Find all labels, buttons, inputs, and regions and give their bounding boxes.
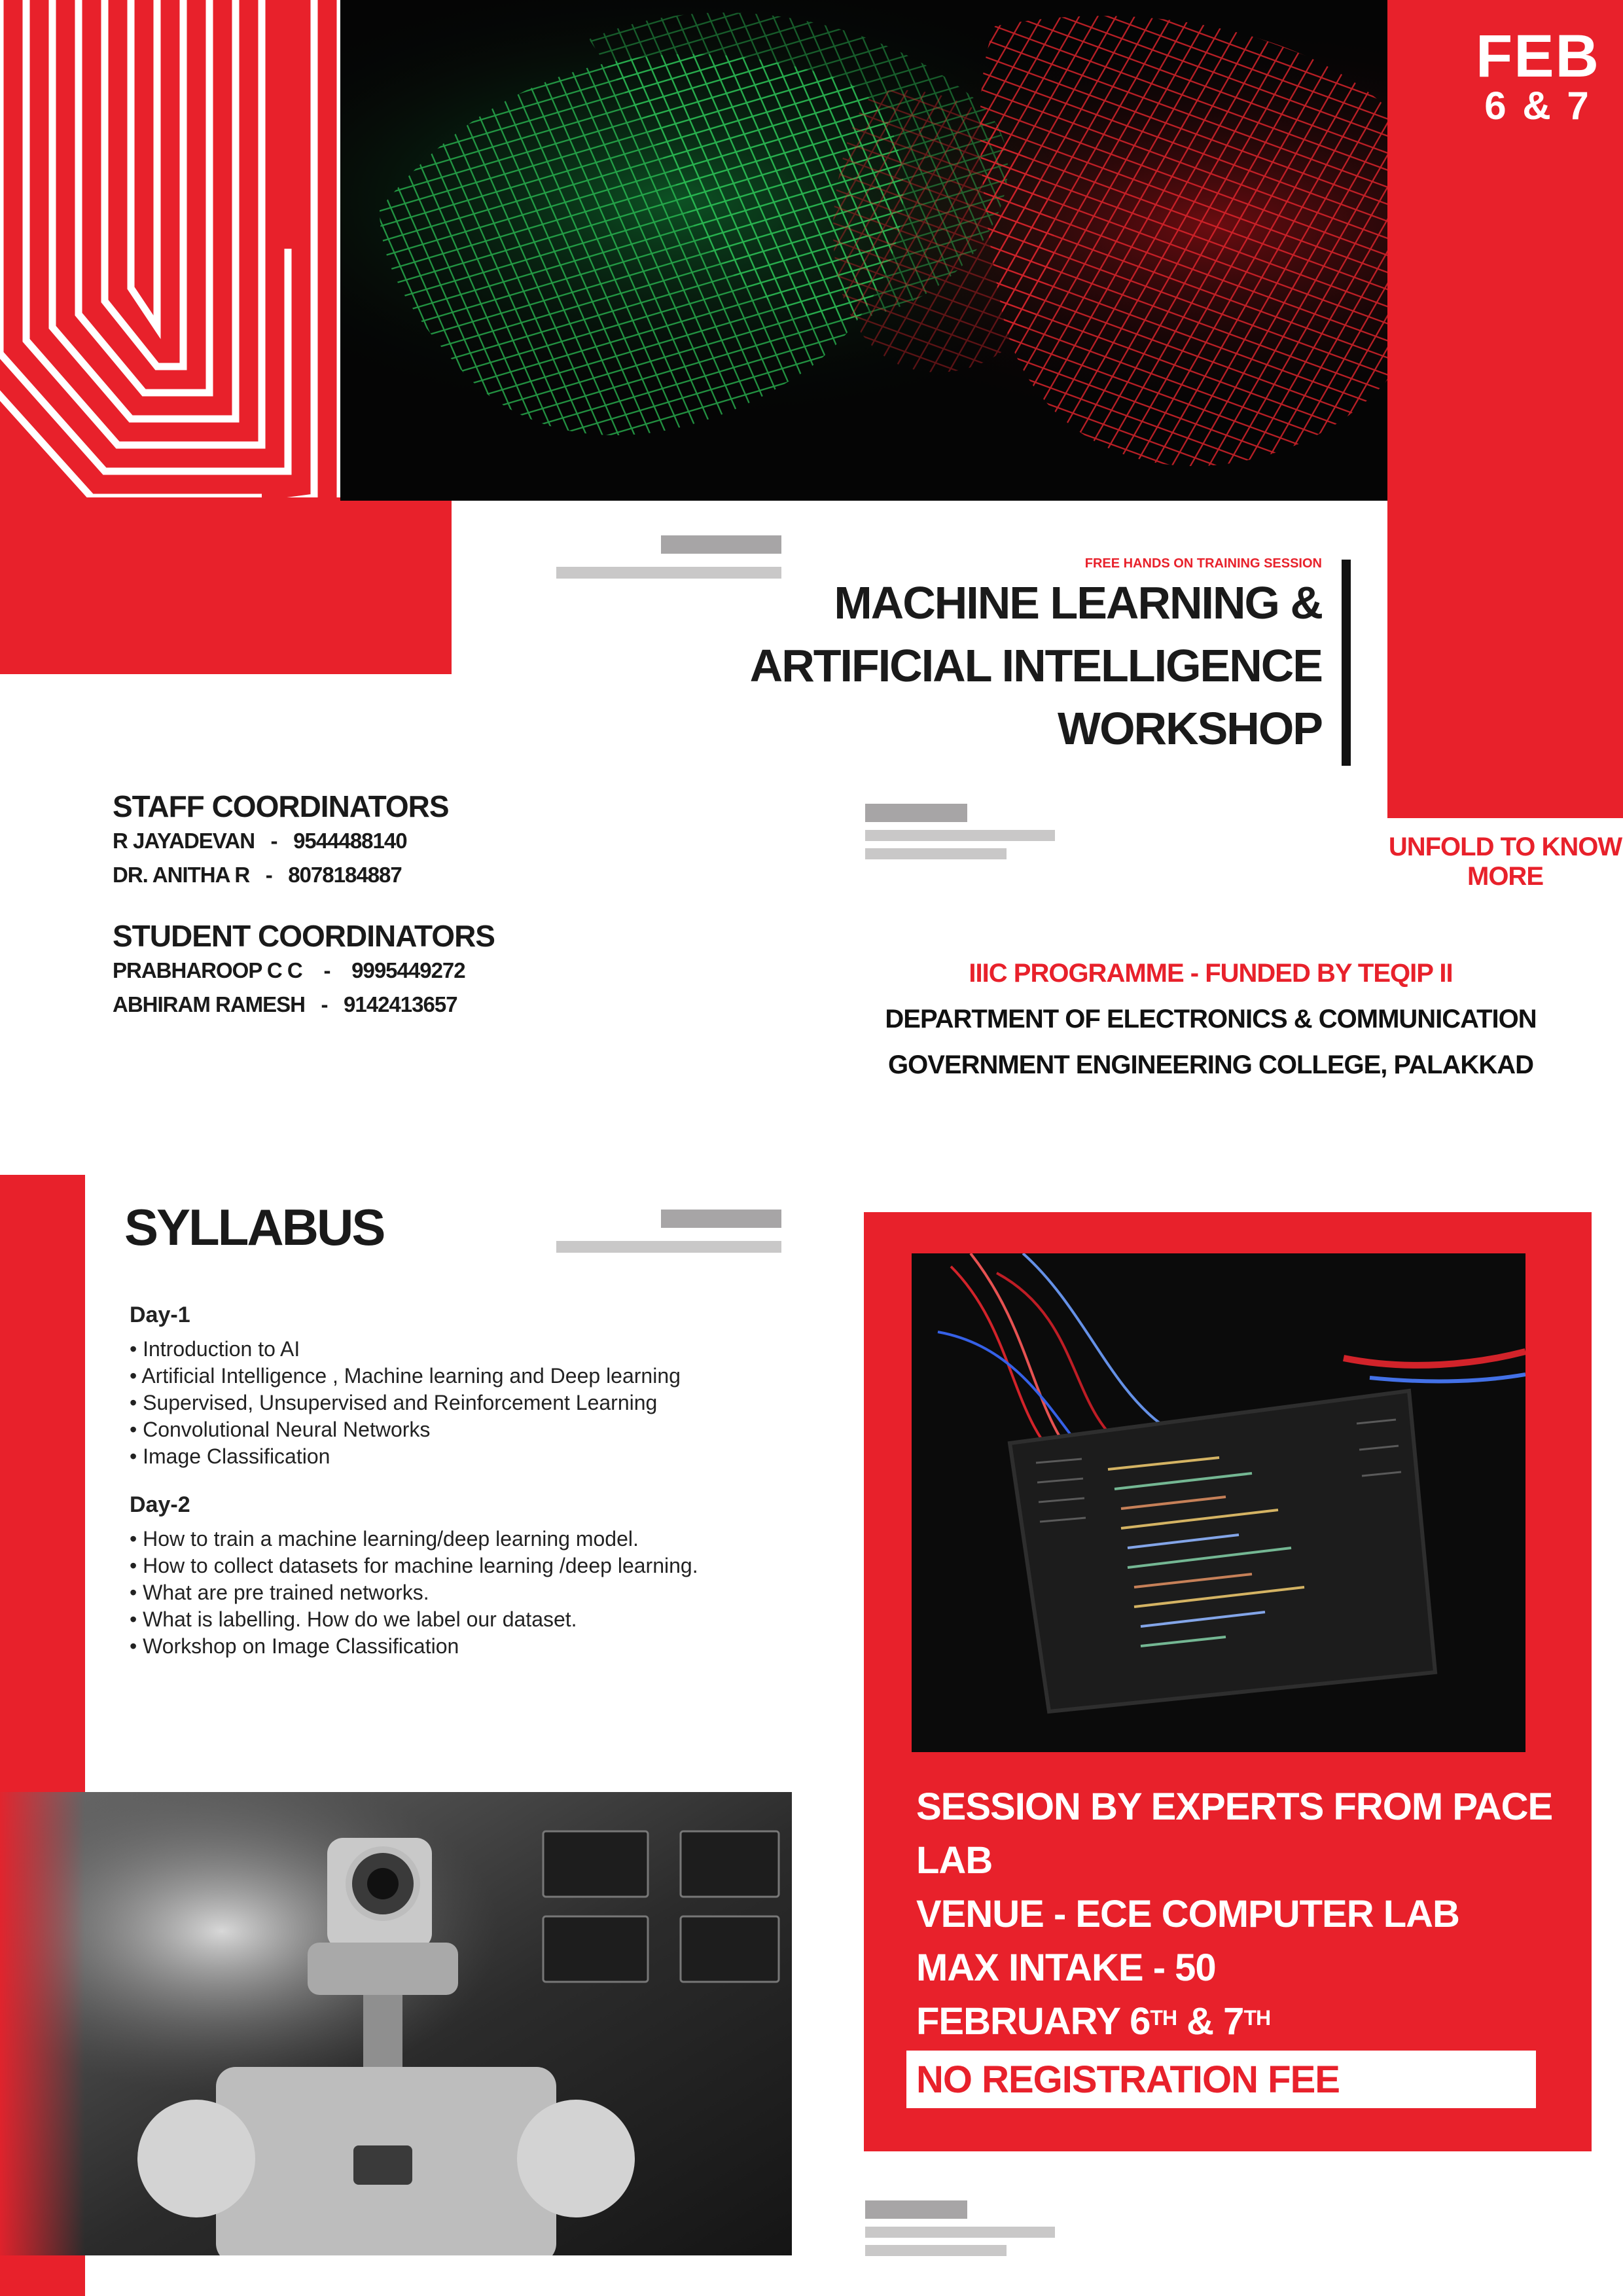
separator: - xyxy=(307,958,346,982)
experts-line: SESSION BY EXPERTS FROM PACE LAB xyxy=(916,1785,1553,1882)
programme-line: IIIC PROGRAMME - FUNDED BY TEQIP II xyxy=(969,959,1453,988)
decor-bar xyxy=(865,830,1055,841)
student-name: PRABHAROOP C C xyxy=(113,958,302,982)
department-line: DEPARTMENT OF ELECTRONICS & COMMUNICATION xyxy=(885,1005,1537,1033)
student-phone: 9142413657 xyxy=(344,992,457,1016)
decor-bar xyxy=(661,1210,781,1228)
event-days: 6 & 7 xyxy=(1484,84,1592,128)
separator: - xyxy=(310,992,338,1016)
syllabus-item: • Convolutional Neural Networks xyxy=(130,1418,431,1441)
staff-phone: 9544488140 xyxy=(293,829,407,853)
syllabus-item: • How to train a machine learning/deep learning model. xyxy=(130,1527,639,1551)
registration-fee-text: NO REGISTRATION FEE xyxy=(916,2058,1340,2101)
unfold-note: UNFOLD TO KNOW MORE xyxy=(1388,833,1622,891)
dates-sup-1: TH xyxy=(1150,2006,1177,2030)
workshop-title-block xyxy=(750,556,1322,760)
event-date-badge xyxy=(1459,23,1616,128)
syllabus-item: • Introduction to AI xyxy=(130,1337,300,1361)
dates-prefix: FEBRUARY 6 xyxy=(916,2000,1150,2043)
staff-heading: STAFF COORDINATORS xyxy=(113,789,449,823)
student-row xyxy=(113,954,495,988)
decor-bar xyxy=(865,2245,1007,2256)
day2-label: Day-2 xyxy=(130,1492,190,1517)
separator: - xyxy=(255,863,283,887)
decor-bar xyxy=(865,2227,1055,2238)
separator: - xyxy=(260,829,288,853)
venue-line: VENUE - ECE COMPUTER LAB xyxy=(916,1893,1459,1935)
syllabus-item: • What are pre trained networks. xyxy=(130,1581,429,1604)
staff-row xyxy=(113,858,449,892)
staff-coordinators xyxy=(113,789,449,892)
syllabus-title: SYLLABUS xyxy=(124,1198,384,1256)
staff-row xyxy=(113,824,449,858)
syllabus-item: • Workshop on Image Classification xyxy=(130,1634,459,1658)
decor-bar xyxy=(661,535,781,554)
student-coordinators xyxy=(113,918,495,1022)
title-line-3: WORKSHOP xyxy=(1058,703,1322,754)
day1-label: Day-1 xyxy=(130,1302,190,1327)
student-name: ABHIRAM RAMESH xyxy=(113,992,305,1016)
left-red-block xyxy=(0,497,452,674)
dates-mid: & 7 xyxy=(1177,2000,1244,2043)
decor-bar xyxy=(556,1241,781,1253)
staff-phone: 8078184887 xyxy=(288,863,402,887)
staff-name: R JAYADEVAN xyxy=(113,829,255,853)
student-phone: 9995449272 xyxy=(351,958,465,982)
decor-bar xyxy=(865,2200,967,2219)
title-line-2: ARTIFICIAL INTELLIGENCE xyxy=(749,640,1322,691)
staff-name: DR. ANITHA R xyxy=(113,863,250,887)
chevron-pattern-icon xyxy=(0,0,340,543)
session-details xyxy=(916,1780,1623,2049)
syllabus-item: • Supervised, Unsupervised and Reinforcement Learning xyxy=(130,1391,658,1414)
dates-line xyxy=(916,1995,1623,2049)
title-line-1: MACHINE LEARNING & xyxy=(834,577,1322,628)
event-tagline: FREE HANDS ON TRAINING SESSION xyxy=(1084,556,1322,571)
syllabus-item: • How to collect datasets for machine learning /deep learning. xyxy=(130,1554,698,1577)
dates-sup-2: TH xyxy=(1243,2006,1271,2030)
student-row xyxy=(113,988,495,1022)
syllabus-content xyxy=(130,1302,784,1660)
syllabus-item: • What is labelling. How do we label our dataset. xyxy=(130,1607,577,1631)
intake-line: MAX INTAKE - 50 xyxy=(916,1946,1216,1989)
laptop-code-screen-icon xyxy=(912,1253,1525,1752)
colorful-mesh-network-icon xyxy=(340,0,1459,501)
college-line: GOVERNMENT ENGINEERING COLLEGE, PALAKKAD xyxy=(888,1050,1533,1079)
decor-bar xyxy=(865,848,1007,859)
title-accent-bar xyxy=(1342,560,1351,766)
decor-bar xyxy=(556,567,781,579)
organizer-block xyxy=(883,950,1538,1088)
syllabus-item: • Image Classification xyxy=(130,1444,330,1468)
robot-photo-icon xyxy=(0,1792,792,2255)
event-month: FEB xyxy=(1476,23,1600,90)
student-heading: STUDENT COORDINATORS xyxy=(113,919,495,953)
decor-bar xyxy=(865,804,967,822)
syllabus-item: • Artificial Intelligence , Machine learning and Deep learning xyxy=(130,1364,681,1388)
